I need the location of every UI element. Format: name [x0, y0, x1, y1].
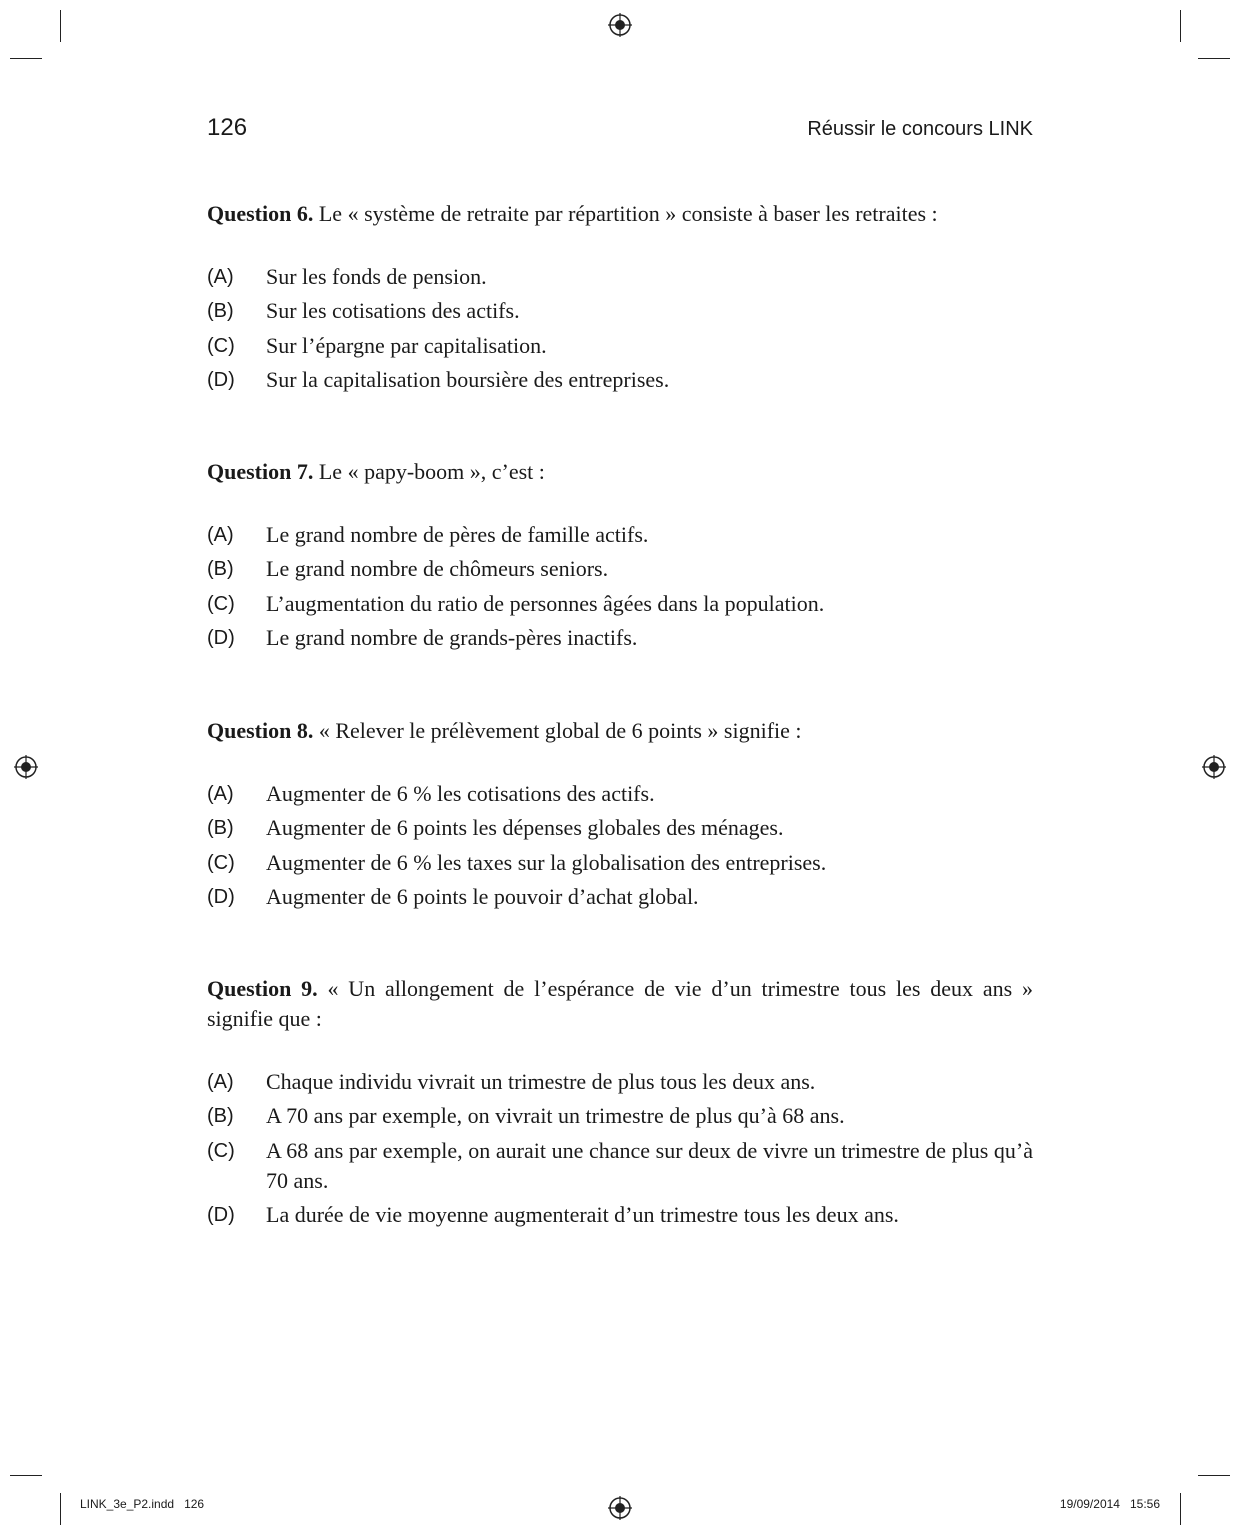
option-c[interactable] [207, 848, 1033, 878]
question-8 [207, 716, 1033, 916]
crop-mark-top-right-horizontal [1198, 58, 1230, 59]
options-list [207, 779, 1033, 912]
option-letter: (D) [207, 626, 235, 649]
page-number: 126 [207, 114, 248, 141]
question-stem [207, 716, 1033, 746]
question-text: « Un allongement de l’espérance de vie d’un trimestre tous les deux ans » signifie que : [207, 976, 1033, 1031]
crop-mark-bottom-right-horizontal [1198, 1475, 1230, 1476]
registration-mark-top-icon [608, 13, 632, 37]
option-text: Augmenter de 6 points les dépenses globales des ménages. [266, 815, 784, 841]
option-a[interactable] [207, 262, 1033, 292]
running-head: Réussir le concours LINK [807, 118, 1033, 140]
option-letter: (A) [207, 783, 234, 805]
option-a[interactable] [207, 520, 1033, 550]
option-letter: (B) [207, 817, 234, 840]
option-letter: (D) [207, 368, 235, 391]
option-text: A 70 ans par exemple, on vivrait un trimestre de plus qu’à 68 ans. [266, 1103, 845, 1129]
options-list [207, 262, 1033, 395]
option-text: Augmenter de 6 % les cotisations des actifs. [266, 781, 655, 806]
question-7 [207, 457, 1033, 657]
file-slug: LINK_3e_P2.indd 126 [80, 1497, 205, 1511]
option-letter: (C) [207, 334, 235, 357]
options-list [207, 1067, 1033, 1230]
option-text: Le grand nombre de chômeurs seniors. [266, 556, 609, 582]
crop-mark-top-left-horizontal [10, 58, 42, 59]
option-text: Le grand nombre de grands-pères inactifs. [266, 624, 638, 650]
option-c[interactable] [207, 331, 1033, 361]
option-letter: (D) [207, 1203, 235, 1226]
registration-mark-right-icon [1202, 755, 1226, 779]
option-d[interactable] [207, 882, 1033, 912]
options-list [207, 520, 1033, 653]
option-text: Chaque individu vivrait un trimestre de plus tous les deux ans. [266, 1069, 816, 1094]
question-text: « Relever le prélèvement global de 6 points » signifie : [313, 718, 802, 743]
option-b[interactable] [207, 554, 1033, 584]
option-b[interactable] [207, 296, 1033, 326]
question-label: Question 6. [207, 201, 314, 226]
option-c[interactable] [207, 589, 1033, 619]
option-text: Sur les fonds de pension. [266, 264, 487, 289]
option-text: Augmenter de 6 % les taxes sur la globalisation des entreprises. [266, 849, 827, 875]
option-letter: (B) [207, 558, 234, 581]
option-b[interactable] [207, 1101, 1033, 1131]
option-text: Sur l’épargne par capitalisation. [266, 332, 547, 358]
option-letter: (B) [207, 1105, 234, 1128]
crop-mark-bottom-left-vertical [60, 1493, 61, 1525]
question-label: Question 7. [207, 459, 314, 484]
question-label: Question 8. [207, 718, 314, 743]
question-label: Question 9. [207, 976, 318, 1001]
registration-mark-left-icon [14, 755, 38, 779]
option-d[interactable] [207, 365, 1033, 395]
option-letter: (C) [207, 592, 235, 615]
question-6 [207, 199, 1033, 399]
option-text: Le grand nombre de pères de famille actifs. [266, 522, 649, 547]
option-a[interactable] [207, 779, 1033, 809]
option-letter: (A) [207, 524, 234, 546]
crop-mark-bottom-left-horizontal [10, 1475, 42, 1476]
question-9 [207, 974, 1033, 1234]
option-letter: (B) [207, 300, 234, 323]
option-d[interactable] [207, 623, 1033, 653]
option-text: A 68 ans par exemple, on aurait une chance sur deux de vivre un trimestre de plus qu’à 70 ans. [266, 1137, 1033, 1193]
option-b[interactable] [207, 813, 1033, 843]
option-text: L’augmentation du ratio de personnes âgées dans la population. [266, 590, 825, 616]
option-a[interactable] [207, 1067, 1033, 1097]
option-letter: (A) [207, 1071, 234, 1093]
crop-mark-bottom-right-vertical [1180, 1493, 1181, 1525]
option-letter: (D) [207, 885, 235, 908]
option-text: Augmenter de 6 points le pouvoir d’achat global. [266, 883, 699, 909]
option-letter: (C) [207, 1139, 235, 1162]
question-stem [207, 457, 1033, 487]
question-stem [207, 974, 1033, 1034]
registration-mark-bottom-icon [608, 1496, 632, 1520]
question-text: Le « système de retraite par répartition » consiste à baser les retraites : [313, 201, 938, 226]
option-d[interactable] [207, 1200, 1033, 1230]
question-stem [207, 199, 1033, 229]
option-c[interactable] [207, 1136, 1033, 1196]
option-text: La durée de vie moyenne augmenterait d’un trimestre tous les deux ans. [266, 1201, 899, 1227]
date-slug: 19/09/2014 15:56 [1059, 1497, 1160, 1511]
option-text: Sur les cotisations des actifs. [266, 298, 520, 324]
question-text: Le « papy-boom », c’est : [313, 459, 545, 484]
option-letter: (C) [207, 851, 235, 874]
option-text: Sur la capitalisation boursière des entreprises. [266, 366, 670, 392]
option-letter: (A) [207, 266, 234, 288]
crop-mark-top-right-vertical [1180, 10, 1181, 42]
crop-mark-top-left-vertical [60, 10, 61, 42]
